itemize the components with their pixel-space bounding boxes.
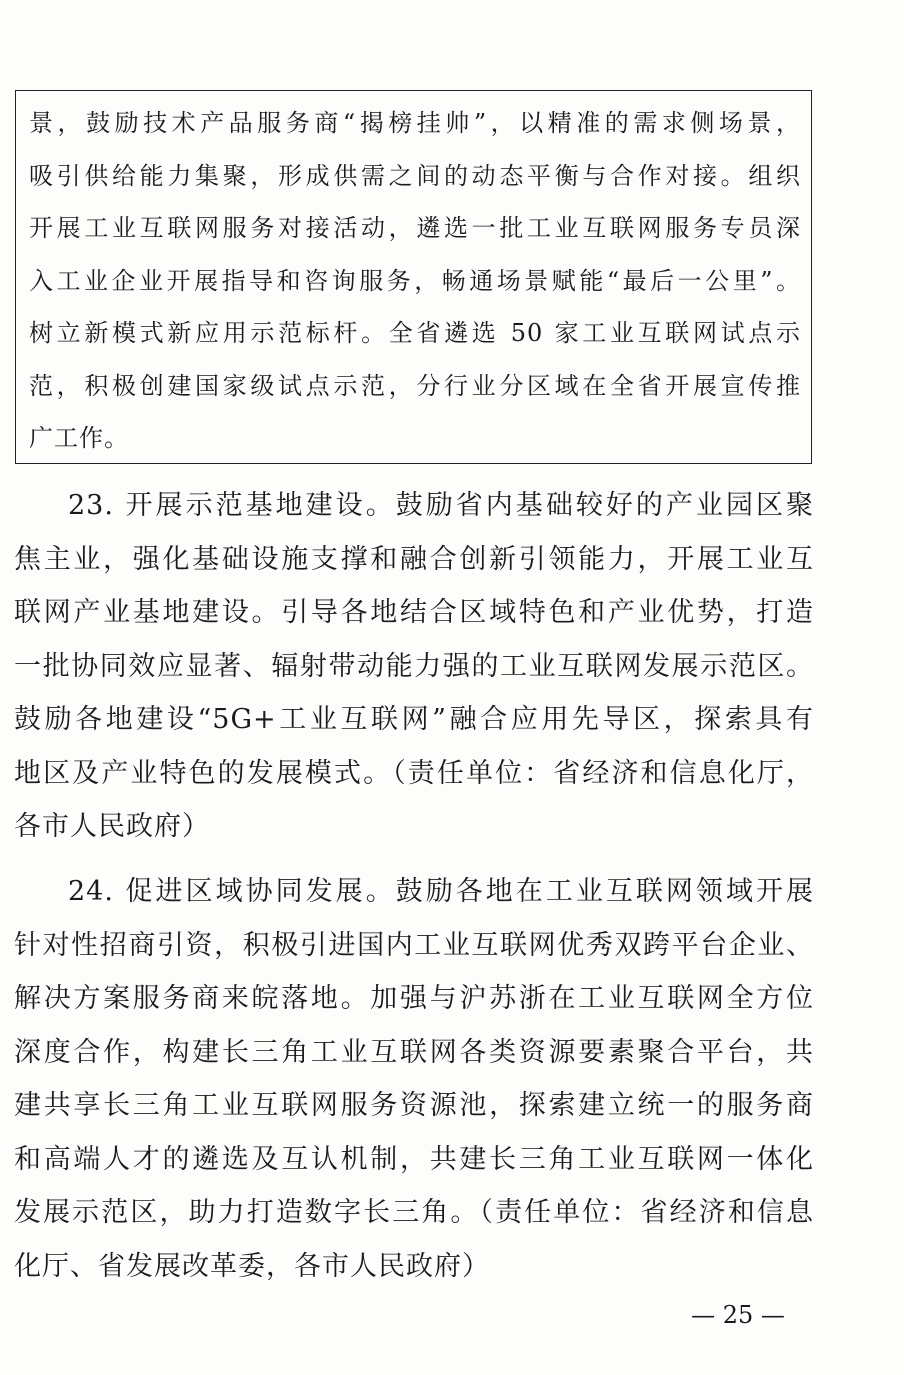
paragraph-24-line-7: 发展示范区，助力打造数字长三角。（责任单位：省经济和信息	[14, 1197, 814, 1228]
paragraph-23	[14, 479, 814, 854]
paragraph-23-line-2: 焦主业，强化基础设施支撑和融合创新引领能力，开展工业互	[14, 543, 814, 575]
boxed-line-1: 景，鼓励技术产品服务商“揭榜挂帅”，以精准的需求侧场景，	[29, 109, 801, 137]
paragraph-24-line-5: 建共享长三角工业互联网服务资源池，探索建立统一的服务商	[14, 1090, 814, 1121]
paragraph-23-line-1: 23. 开展示范基地建设。鼓励省内基础较好的产业园区聚	[68, 490, 814, 521]
boxed-line-4: 入工业企业开展指导和咨询服务，畅通场景赋能“最后一公里”。	[29, 266, 801, 295]
paragraph-23-line-3: 联网产业基地建设。引导各地结合区域特色和产业优势，打造	[14, 597, 814, 628]
paragraph-23-line-7: 各市人民政府）	[14, 811, 210, 842]
paragraph-23-line-6: 地区及产业特色的发展模式。（责任单位：省经济和信息化厅，	[14, 757, 814, 789]
paragraph-24-line-4: 深度合作，构建长三角工业互联网各类资源要素聚合平台，共	[14, 1036, 814, 1068]
paragraph-24-line-3: 解决方案服务商来皖落地。加强与沪苏浙在工业互联网全方位	[14, 983, 814, 1014]
paragraph-24-line-8: 化厅、省发展改革委，各市人民政府）	[14, 1250, 490, 1282]
page-number: — 25 —	[691, 1301, 785, 1329]
paragraph-23-line-4: 一批协同效应显著、辐射带动能力强的工业互联网发展示范区。	[14, 650, 814, 682]
paragraph-24-line-2: 针对性招商引资，积极引进国内工业互联网优秀双跨平台企业、	[14, 929, 814, 961]
boxed-line-5: 树立新模式新应用示范标杆。全省遴选 50 家工业互联网试点示	[29, 319, 801, 347]
boxed-text-section	[15, 90, 812, 464]
boxed-line-3: 开展工业互联网服务对接活动，遴选一批工业互联网服务专员深	[29, 214, 801, 242]
boxed-line-2: 吸引供给能力集聚，形成供需之间的动态平衡与合作对接。组织	[29, 161, 801, 190]
boxed-line-7: 广工作。	[29, 424, 129, 452]
paragraph-24-line-1: 24. 促进区域协同发展。鼓励各地在工业互联网领域开展	[68, 876, 814, 907]
paragraph-23-line-5: 鼓励各地建设“5G+工业互联网”融合应用先导区，探索具有	[14, 704, 814, 735]
paragraph-24-line-6: 和高端人才的遴选及互认机制，共建长三角工业互联网一体化	[14, 1143, 814, 1175]
paragraph-24	[14, 865, 814, 1293]
boxed-line-6: 范，积极创建国家级试点示范，分行业分区域在全省开展宣传推	[29, 371, 801, 400]
